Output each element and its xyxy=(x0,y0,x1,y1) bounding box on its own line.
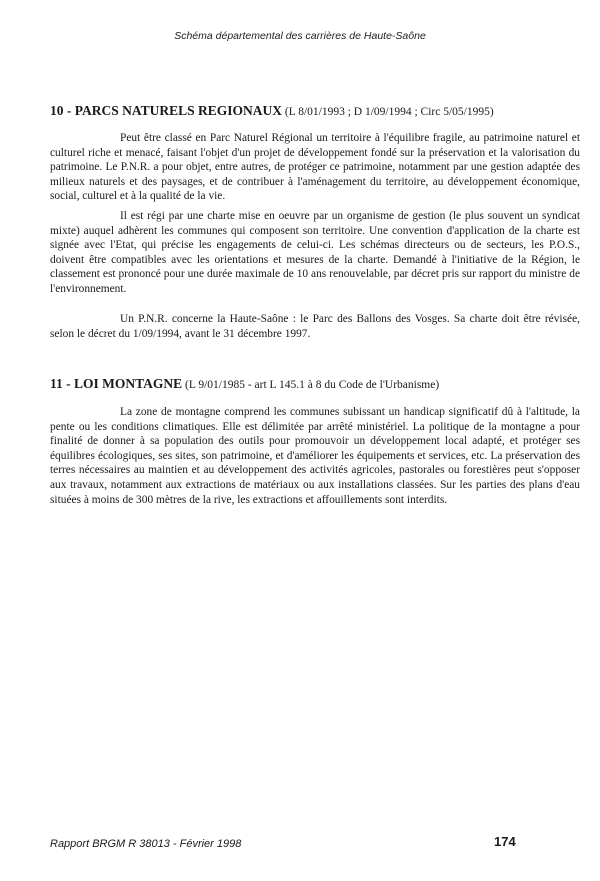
section-11-title xyxy=(50,376,580,392)
section-10-paragraph-1: Peut être classé en Parc Naturel Régional un territoire à l'équilibre fragile, au patrimoine naturel et culturel riche et menacé, faisant l'objet d'un projet de développement fondé sur la préservation et la valorisation du patrimoine. Le P.N.R. a pour objet, entre autres, de protéger ce patrimoine, notamment par une gestion adaptée des milieux naturels et des paysages, et de contribuer à l'aménagement du territoire, au développement économique, social, culturel et à la qualité de la vie. xyxy=(50,132,580,203)
page-number: 174 xyxy=(494,834,516,849)
section-11-heading: 11 - LOI MONTAGNE xyxy=(50,376,183,391)
section-10-title xyxy=(50,103,580,119)
section-10-heading: 10 - PARCS NATURELS REGIONAUX xyxy=(50,103,283,118)
section-10-paragraph-2: Il est régi par une charte mise en oeuvre par un organisme de gestion (le plus souvent un syndicat mixte) auquel adhèrent les communes qui composent son territoire. Une convention d'application de la charte est signée avec l'Etat, qui précise les engagements de celui-ci. Les schémas directeurs ou de secteurs, les P.O.S., doivent être compatibles avec les orientations et mesures de la charte. Demandé à l'initiative de la Région, le classement est prononcé pour une durée maximale de 10 ans renouvelable, par décret pris sur rapport du ministre de l'environnement. xyxy=(50,210,580,295)
section-11-paragraph-1: La zone de montagne comprend les communes subissant un handicap significatif dû à l'altitude, la pente ou les conditions climatiques. Elle est délimitée par arrêté ministériel. La politique de la montagne a pour finalité de donner à sa population des outils pour promouvoir un développement local adapté, et protéger ses équilibres écologiques, ses sites, son patrimoine, et d'améliorer les équipements et services, etc. La préservation des terres nécessaires au maintien et au développement des activités agricoles, pastorales ou forestières peut s'opposer aux travaux, notamment aux extractions de matériaux ou aux installations classées. Sur les parties des plans d'eau situées à moins de 300 mètres de la rive, les extractions et affouillements sont interdits. xyxy=(50,406,580,506)
section-11-reference: (L 9/01/1985 - art L 145.1 à 8 du Code de l'Urbanisme) xyxy=(182,379,440,391)
section-10-reference: (L 8/01/1993 ; D 1/09/1994 ; Circ 5/05/1995) xyxy=(282,106,494,118)
section-10-paragraph-3: Un P.N.R. concerne la Haute-Saône : le Parc des Ballons des Vosges. Sa charte doit être révisée, selon le décret du 1/09/1994, avant le 31 décembre 1997. xyxy=(50,313,580,340)
report-reference: Rapport BRGM R 38013 - Février 1998 xyxy=(50,838,242,850)
running-header: Schéma départemental des carrières de Haute-Saône xyxy=(174,30,426,42)
